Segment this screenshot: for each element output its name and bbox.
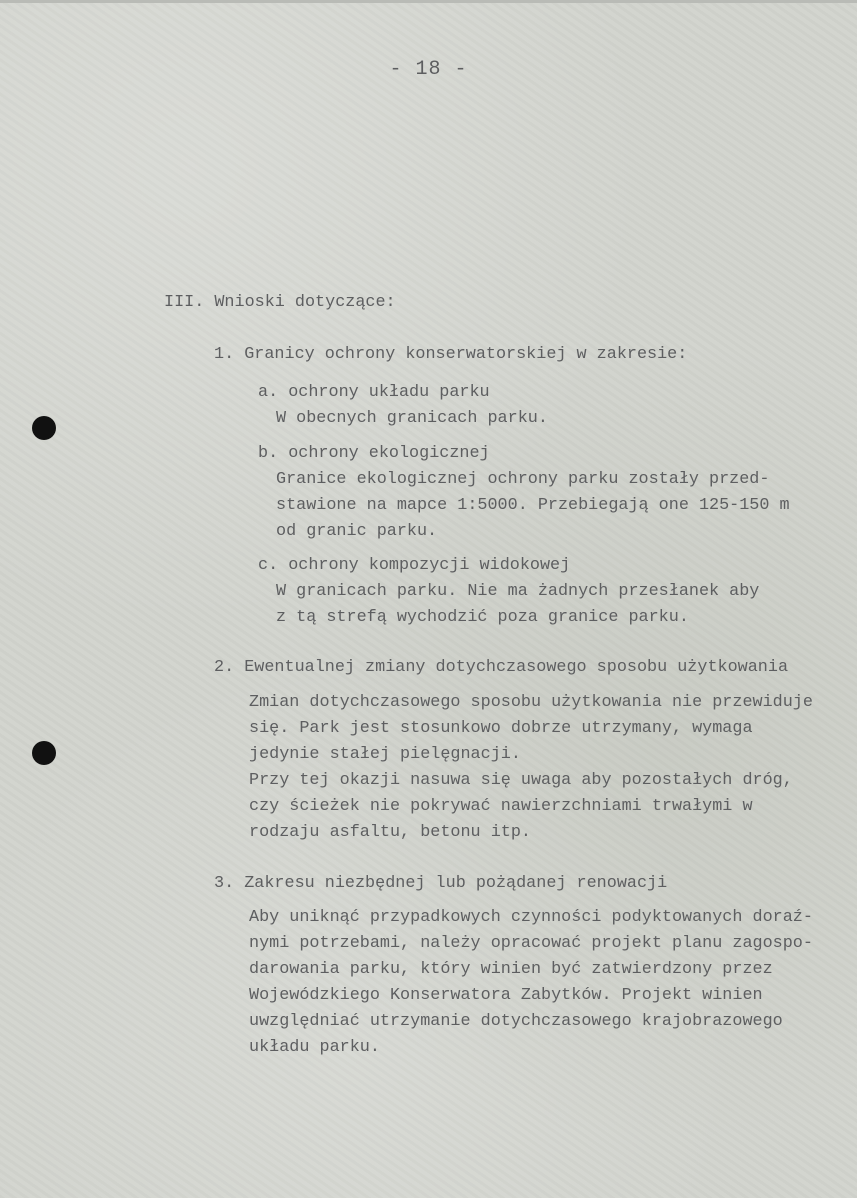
item-1a-heading: a. ochrony układu parku — [258, 383, 490, 402]
item-3-text-line: Wojewódzkiego Konserwatora Zabytków. Projekt winien — [249, 986, 763, 1005]
item-1c-text-line: z tą strefą wychodzić poza granice parku. — [276, 608, 689, 627]
item-1b-text-line: od granic parku. — [276, 522, 438, 541]
item-2-text-line: jedynie stałej pielęgnacji. — [249, 745, 521, 764]
item-2-text-line: czy ścieżek nie pokrywać nawierzchniami trwałymi w — [249, 797, 753, 816]
item-3-text-line: uwzględniać utrzymanie dotychczasowego krajobrazowego — [249, 1012, 783, 1031]
item-3-text-line: nymi potrzebami, należy opracować projekt planu zagospo- — [249, 934, 813, 953]
item-3-text-line: Aby uniknąć przypadkowych czynności podyktowanych doraź- — [249, 908, 813, 927]
punch-hole — [32, 741, 56, 765]
item-2-text-line: Zmian dotychczasowego sposobu użytkowania nie przewiduje — [249, 693, 813, 712]
item-3-heading: 3. Zakresu niezbędnej lub pożądanej renowacji — [214, 874, 668, 893]
item-1b-heading: b. ochrony ekologicznej — [258, 444, 490, 463]
item-1c-text-line: W granicach parku. Nie ma żadnych przesłanek aby — [276, 582, 760, 601]
item-2-heading: 2. Ewentualnej zmiany dotychczasowego sposobu użytkowania — [214, 658, 789, 677]
page-top-edge — [0, 0, 857, 3]
item-3-text-line: układu parku. — [249, 1038, 380, 1057]
punch-hole — [32, 416, 56, 440]
item-2-text-line: Przy tej okazji nasuwa się uwaga aby pozostałych dróg, — [249, 771, 793, 790]
page-number: - 18 - — [389, 58, 468, 81]
item-1b-text-line: stawione na mapce 1:5000. Przebiegają one 125-150 m — [276, 496, 790, 515]
item-1-heading: 1. Granicy ochrony konserwatorskiej w zakresie: — [214, 345, 688, 364]
item-1b-text-line: Granice ekologicznej ochrony parku zostały przed- — [276, 470, 770, 489]
item-1a-text-line: W obecnych granicach parku. — [276, 409, 548, 428]
item-2-text-line: rodzaju asfaltu, betonu itp. — [249, 823, 531, 842]
item-1c-heading: c. ochrony kompozycji widokowej — [258, 556, 571, 575]
item-2-text-line: się. Park jest stosunkowo dobrze utrzymany, wymaga — [249, 719, 753, 738]
section-heading: III. Wnioski dotyczące: — [164, 293, 396, 312]
item-3-text-line: darowania parku, który winien być zatwierdzony przez — [249, 960, 773, 979]
